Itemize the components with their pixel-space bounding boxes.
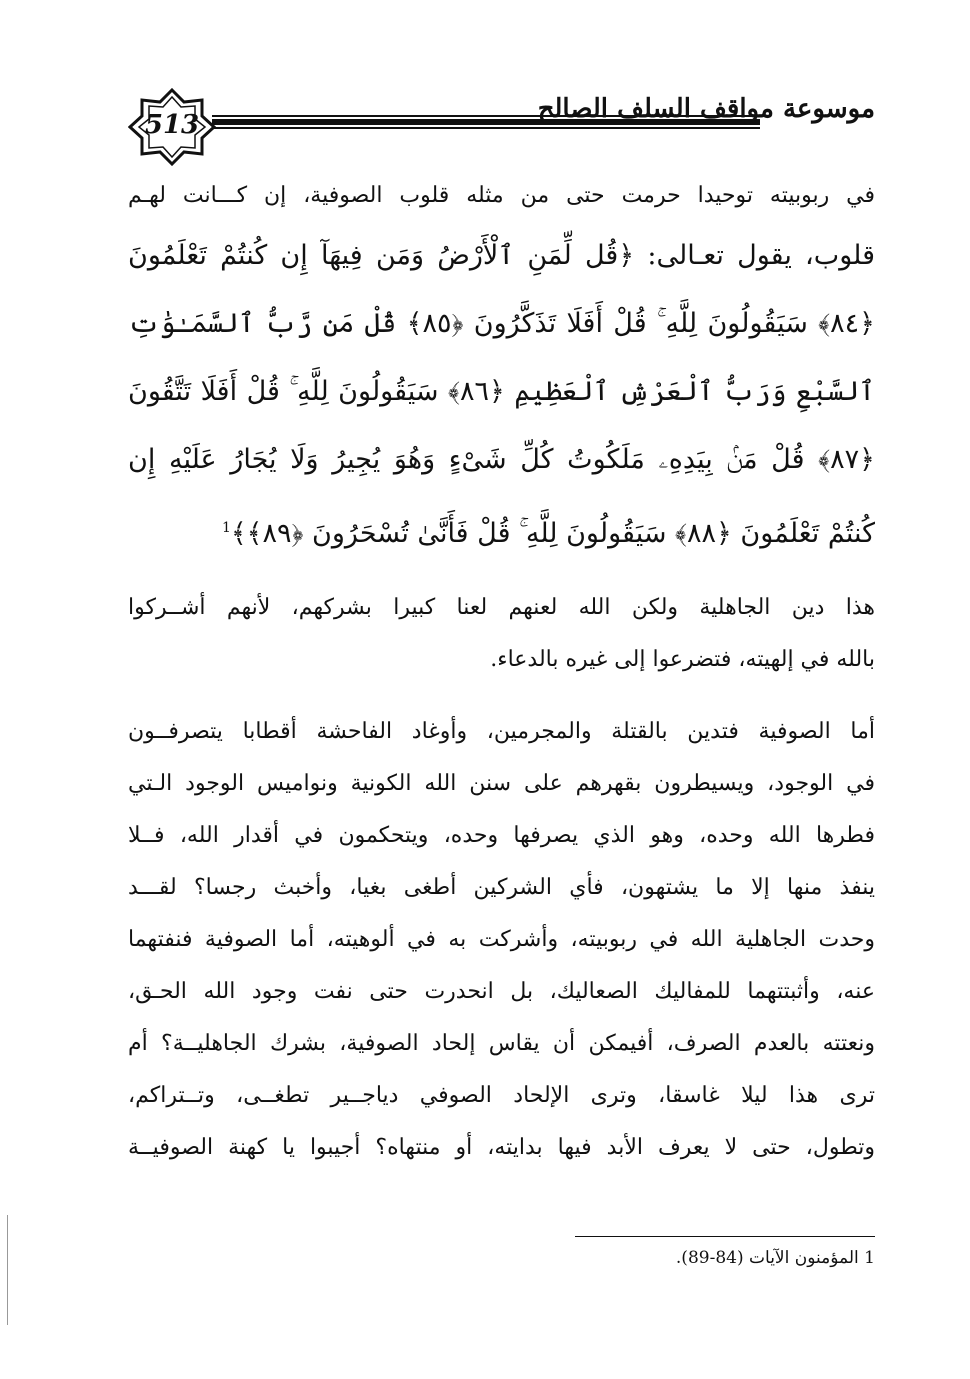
verse-line: ٱلسَّبْعِ وَرَبُّ ٱلْعَرْشِ ٱلْعَظِيمِ ﴿٨٦﴾ سَيَقُولُونَ لِلَّهِ ۚ قُلْ أَفَلَا تَتَّقُونَ (128, 376, 875, 407)
series-title: موسوعة مواقف السلف الصالح (537, 94, 875, 124)
page-number: 513 (144, 110, 200, 140)
footnote-reference[interactable]: 1 (221, 520, 231, 536)
verse-text: كُنتُمْ تَعْلَمُونَ ﴿٨٨﴾ سَيَقُولُونَ لِلَّهِ ۚ قُلْ فَأَنَّىٰ تُسْحَرُونَ ﴿٨٩﴾﴾ (230, 518, 875, 549)
scan-edge-mark (7, 1215, 8, 1325)
verse-line: ﴿٨٤﴾ سَيَقُولُونَ لِلَّهِ ۚ قُلْ أَفَلَا تَذَكَّرُونَ ﴿٨٥﴾ قُلْ مَن رَّبُّ ٱلسَّمَـٰوَٰتِ (128, 308, 875, 339)
verse-line: قلوب، يقول تعـالى: ﴿قُل لِّمَنِ ٱلْأَرْضُ وَمَن فِيهَآ إِن كُنتُمْ تَعْلَمُونَ (128, 240, 875, 271)
body-text (128, 170, 875, 1174)
text-line: ترى هذا ليلا غاسقا، وترى الإلحاد الصوفي دياجــير تطغــى، وتــتراكم، (128, 1083, 875, 1108)
text-line: ونعتته بالعدم الصرف، أفيمكن أن يقاس إلحاد الصوفية، بشرك الجاهليــة؟ أم (128, 1031, 875, 1056)
text-line: وحدت الجاهلية الله في ربوبيته، وأشركت به في ألوهيته، أما الصوفية فنفتهما (128, 927, 875, 952)
page-header (128, 88, 875, 168)
footnote-separator (575, 1236, 875, 1237)
text-line: وتطول، حتى لا يعرف الأبد فيها بدايته، أو منتهاه؟ أجيبوا يا كهنة الصوفيــة (128, 1135, 875, 1160)
text-line: أما الصوفية فتدين بالقتلة والمجرمين، وأوغاد الفاحشة أقطابا يتصرفــون (128, 719, 875, 744)
footnote: 1 المؤمنون الآيات (84-89). (675, 1248, 875, 1268)
text-line: في ربوبيته توحيدا حرمت حتى من مثله قلوب الصوفية، إن كـــانت لهـم (128, 183, 875, 208)
verse-line-final (128, 494, 875, 562)
page-number-badge (128, 88, 216, 166)
text-line: هذا دين الجاهلية ولكن الله لعنهم لعنا كبيرا بشركهم، لأنهم أشــركوا (128, 595, 875, 620)
text-line: ينفذ منها إلا ما يشتهون، فأي الشركين أطغى بغيا، وأخبث رجسا؟ لقـــد (128, 875, 875, 900)
text-line: بالله في إلهيته، فتضرعوا إلى غيره بالدعاء. (490, 647, 875, 672)
verse-line: ﴿٨٧﴾ قُلْ مَنۢ بِيَدِهِۦ مَلَكُوتُ كُلِّ شَىْءٍ وَهُوَ يُجِيرُ وَلَا يُجَارُ عَلَيْهِ إِن (128, 444, 875, 475)
text-line: فطرها الله وحده، وهو الذي يصرفها وحده، ويتحكمون في أقدار الله، فــلا (128, 823, 875, 848)
text-line: عنه، وأثبتتهما للمفاليك الصعاليك، بل انحدرت حتى نفت وجود الله الحـق، (128, 979, 875, 1004)
text-line: في الوجود، ويسيطرون بقهرهم على سنن الله الكونية ونواميس الوجود الـتي (128, 771, 875, 796)
